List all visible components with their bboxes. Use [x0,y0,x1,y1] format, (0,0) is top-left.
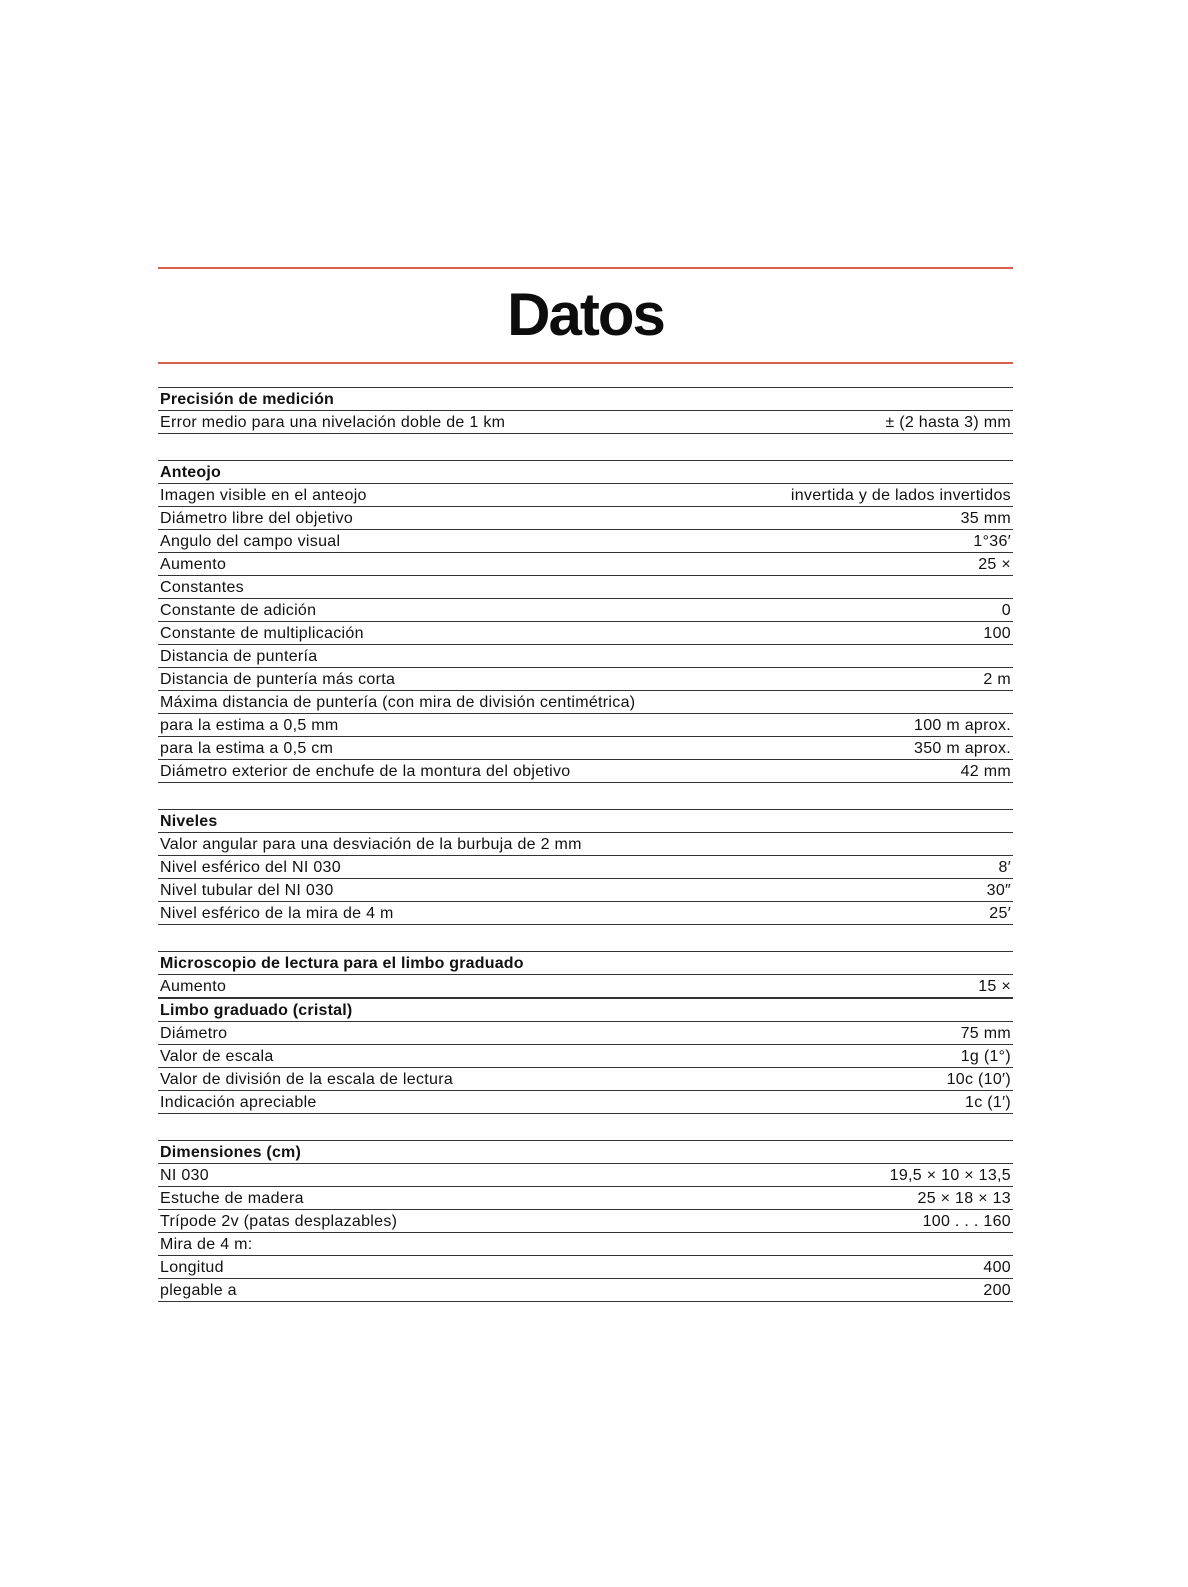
spec-label: Valor de división de la escala de lectura [160,1071,454,1088]
spec-row [158,856,1013,879]
spec-value: 10c (10′) [946,1071,1011,1088]
spec-label: Constante de adición [160,602,317,619]
spec-label: plegable a [160,1282,237,1299]
spec-row [158,1279,1013,1302]
section-heading: Limbo graduado (cristal) [160,1002,353,1019]
spec-section [158,1140,1013,1302]
spec-value: 25′ [989,905,1011,922]
spec-value: 19,5 × 10 × 13,5 [889,1167,1011,1184]
spec-value: 200 [983,1282,1011,1299]
spec-value: 8′ [998,859,1011,876]
spec-row [158,714,1013,737]
spec-row [158,975,1013,998]
section-heading-row [158,387,1013,411]
spec-row [158,530,1013,553]
spec-row [158,1091,1013,1114]
spec-value: 15 × [978,978,1011,995]
spec-section [158,951,1013,1114]
spec-section [158,387,1013,434]
spec-row [158,833,1013,856]
section-heading: Precisión de medición [160,391,335,408]
spec-label: Distancia de puntería más corta [160,671,396,688]
spec-label: Constante de multiplicación [160,625,364,642]
section-heading: Anteojo [160,464,221,481]
spec-label: Estuche de madera [160,1190,304,1207]
spec-label: Error medio para una nivelación doble de 1 km [160,414,506,431]
spec-row [158,879,1013,902]
spec-row [158,1187,1013,1210]
spec-row [158,484,1013,507]
spec-label: Nivel esférico de la mira de 4 m [160,905,394,922]
spec-label: Máxima distancia de puntería (con mira de división centimétrica) [160,694,636,711]
spec-value: 75 mm [960,1025,1011,1042]
spec-value: 350 m aprox. [914,740,1011,757]
spec-value: 25 × 18 × 13 [917,1190,1011,1207]
spec-value: 100 . . . 160 [922,1213,1011,1230]
spec-label: Angulo del campo visual [160,533,341,550]
spec-value: invertida y de lados invertidos [790,487,1011,504]
section-heading-row [158,951,1013,975]
spec-row [158,1210,1013,1233]
spec-sections [158,387,1013,1302]
spec-label: NI 030 [160,1167,209,1184]
spec-row [158,1022,1013,1045]
spec-value: 100 m aprox. [914,717,1011,734]
bottom-red-rule [158,362,1013,364]
top-red-rule [158,267,1013,269]
spec-label: Indicación apreciable [160,1094,317,1111]
spec-label: Constantes [160,579,244,596]
spec-value: 100 [983,625,1011,642]
spec-row [158,576,1013,599]
section-heading-row [158,998,1013,1022]
spec-value: 1g (1°) [960,1048,1011,1065]
spec-value: 1°36′ [973,533,1011,550]
spec-value: 25 × [978,556,1011,573]
spec-label: Trípode 2v (patas desplazables) [160,1213,398,1230]
spec-value: 0 [1001,602,1011,619]
spec-section [158,809,1013,925]
spec-label: Aumento [160,978,227,995]
spec-value: 1c (1′) [965,1094,1011,1111]
spec-label: para la estima a 0,5 mm [160,717,339,734]
spec-row [158,760,1013,783]
spec-label: Diámetro libre del objetivo [160,510,354,527]
spec-row [158,507,1013,530]
datasheet-page [158,263,1013,1302]
spec-label: Valor angular para una desviación de la burbuja de 2 mm [160,836,582,853]
spec-value: 35 mm [960,510,1011,527]
spec-label: Imagen visible en el anteojo [160,487,367,504]
spec-row [158,1068,1013,1091]
spec-row [158,553,1013,576]
spec-row [158,1233,1013,1256]
spec-value: 2 m [983,671,1011,688]
spec-row [158,691,1013,714]
section-heading-row [158,1140,1013,1164]
spec-row [158,411,1013,434]
spec-row [158,622,1013,645]
section-heading: Microscopio de lectura para el limbo graduado [160,955,524,972]
spec-label: Diámetro [160,1025,228,1042]
page-title: Datos [507,281,664,348]
spec-row [158,645,1013,668]
section-heading-row [158,460,1013,484]
spec-row [158,902,1013,925]
section-heading-row [158,809,1013,833]
spec-value: 30″ [986,882,1011,899]
spec-section [158,460,1013,783]
spec-row [158,1045,1013,1068]
spec-label: para la estima a 0,5 cm [160,740,334,757]
spec-label: Diámetro exterior de enchufe de la montura del objetivo [160,763,571,780]
spec-label: Longitud [160,1259,224,1276]
spec-row [158,737,1013,760]
spec-row [158,1164,1013,1187]
spec-label: Distancia de puntería [160,648,318,665]
spec-label: Mira de 4 m: [160,1236,253,1253]
spec-label: Nivel esférico del NI 030 [160,859,341,876]
spec-label: Valor de escala [160,1048,274,1065]
section-heading: Niveles [160,813,218,830]
spec-label: Aumento [160,556,227,573]
spec-value: 400 [983,1259,1011,1276]
section-heading: Dimensiones (cm) [160,1144,302,1161]
spec-label: Nivel tubular del NI 030 [160,882,334,899]
spec-value: 42 mm [960,763,1011,780]
spec-row [158,599,1013,622]
spec-value: ± (2 hasta 3) mm [885,414,1011,431]
spec-row [158,668,1013,691]
spec-row [158,1256,1013,1279]
